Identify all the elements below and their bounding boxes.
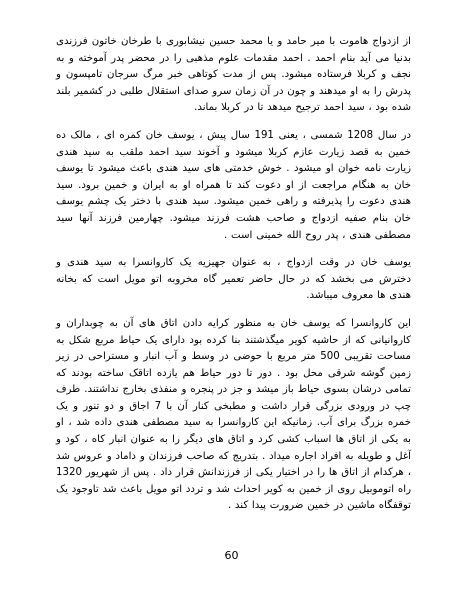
page-number: 60 [224, 549, 239, 562]
paragraph-2: در سال 1208 شمسی ، یعنی 191 سال پیش ، یوسف خان کمره ای ، مالک ده خمین به قصد زیارت عازم کربلا میشود و آخوند سید احمد ملقب به سید هندی زیارت نامه خوان او میشود . خوش خدمتی های سید هندی باعث میشود تا یوسف خان به هنگام مراجعت از او دعوت کند تا همراه او به ایران و خمین برود. سید هندی دعوت را پذیرفته و راهی خمین میشود. سید هندی با دختر یک چشم یوسف خان بنام صفیه ازدواج و صاحب هشت فرزند میشود. چهارمین فرزند آنها سید مصطفی هندی ، پدر روح الله خمینی است . [56, 129, 411, 241]
paragraph-4: این کاروانسرا که یوسف خان به منظور کرایه دادن اتاق های آن به چوبداران و کاروانیانی که از حاشیه کویر میگذشتند بنا کرده بود دارای یک حیاط مربع شکل به مساحت تقریبی 500 متر مربع با حوضی در وسط و آب انبار و مستراحی در زیر زمین گوشه شرقی محل بود . دور تا دور حیاط هم یازده اتاقک ساخته بودند که تمامی درشان بسوی حیاط باز میشد و جز در پنجره و منفذی بخارج نداشتند. طرف چپ در ورودی بزرگی قرار داشت و مطبخی کنار آن با 7 اجاق و دو تنور و یک خمره بزرگ برای آب. زمانیکه این کاروانسرا به سید مصطفی هندی داده شد ، او به یکی از اتاق ها اسباب کشی کرد و اتاق های دیگر را به عنوان انبار کاه ، کود و آغل و طویله به افراد اجاره میداد . بتدریج که صاحب فرزندان و داماد و عروس شد ، هرکدام از اتاق ها را در اختیار یکی از فرزندانش قرار داد . پس از شهریور 1320 راه اتوموبیل روی از خمین به کویر احداث شد و تردد اتو مویل باعث شد تاوجود یک توقفگاه ماشین در خمین ضرورت پیدا کند . [56, 317, 412, 512]
paragraph-1: از ازدواج هاموت با میر حامد و یا محمد حسین نیشابوری با طرخان خاتون فرزندی بدنیا می آید بنام احمد . احمد مقدمات علوم مذهبی را در محضر پدر آموخته و به نجف و کربلا فرستاده میشود. پس از مدت کوتاهی خبر مرگ سرجان تامپسون و پدرش را به او میدهند و چون در آن زمان سرو صدای استقلال طلبی در کشمیر بلند شده بود ، سید احمد ترجیح میدهد تا در کربلا بماند. [56, 36, 411, 114]
paragraph-3: یوسف خان در وقت ازدواج ، به عنوان جهیزیه یک کاروانسرا به سید هندی و دخترش می بخشد که در حال حاضر تعمیر گاه مخروبه اتو مویل است که بخانه هندی ها معروف میباشد. [56, 257, 411, 302]
